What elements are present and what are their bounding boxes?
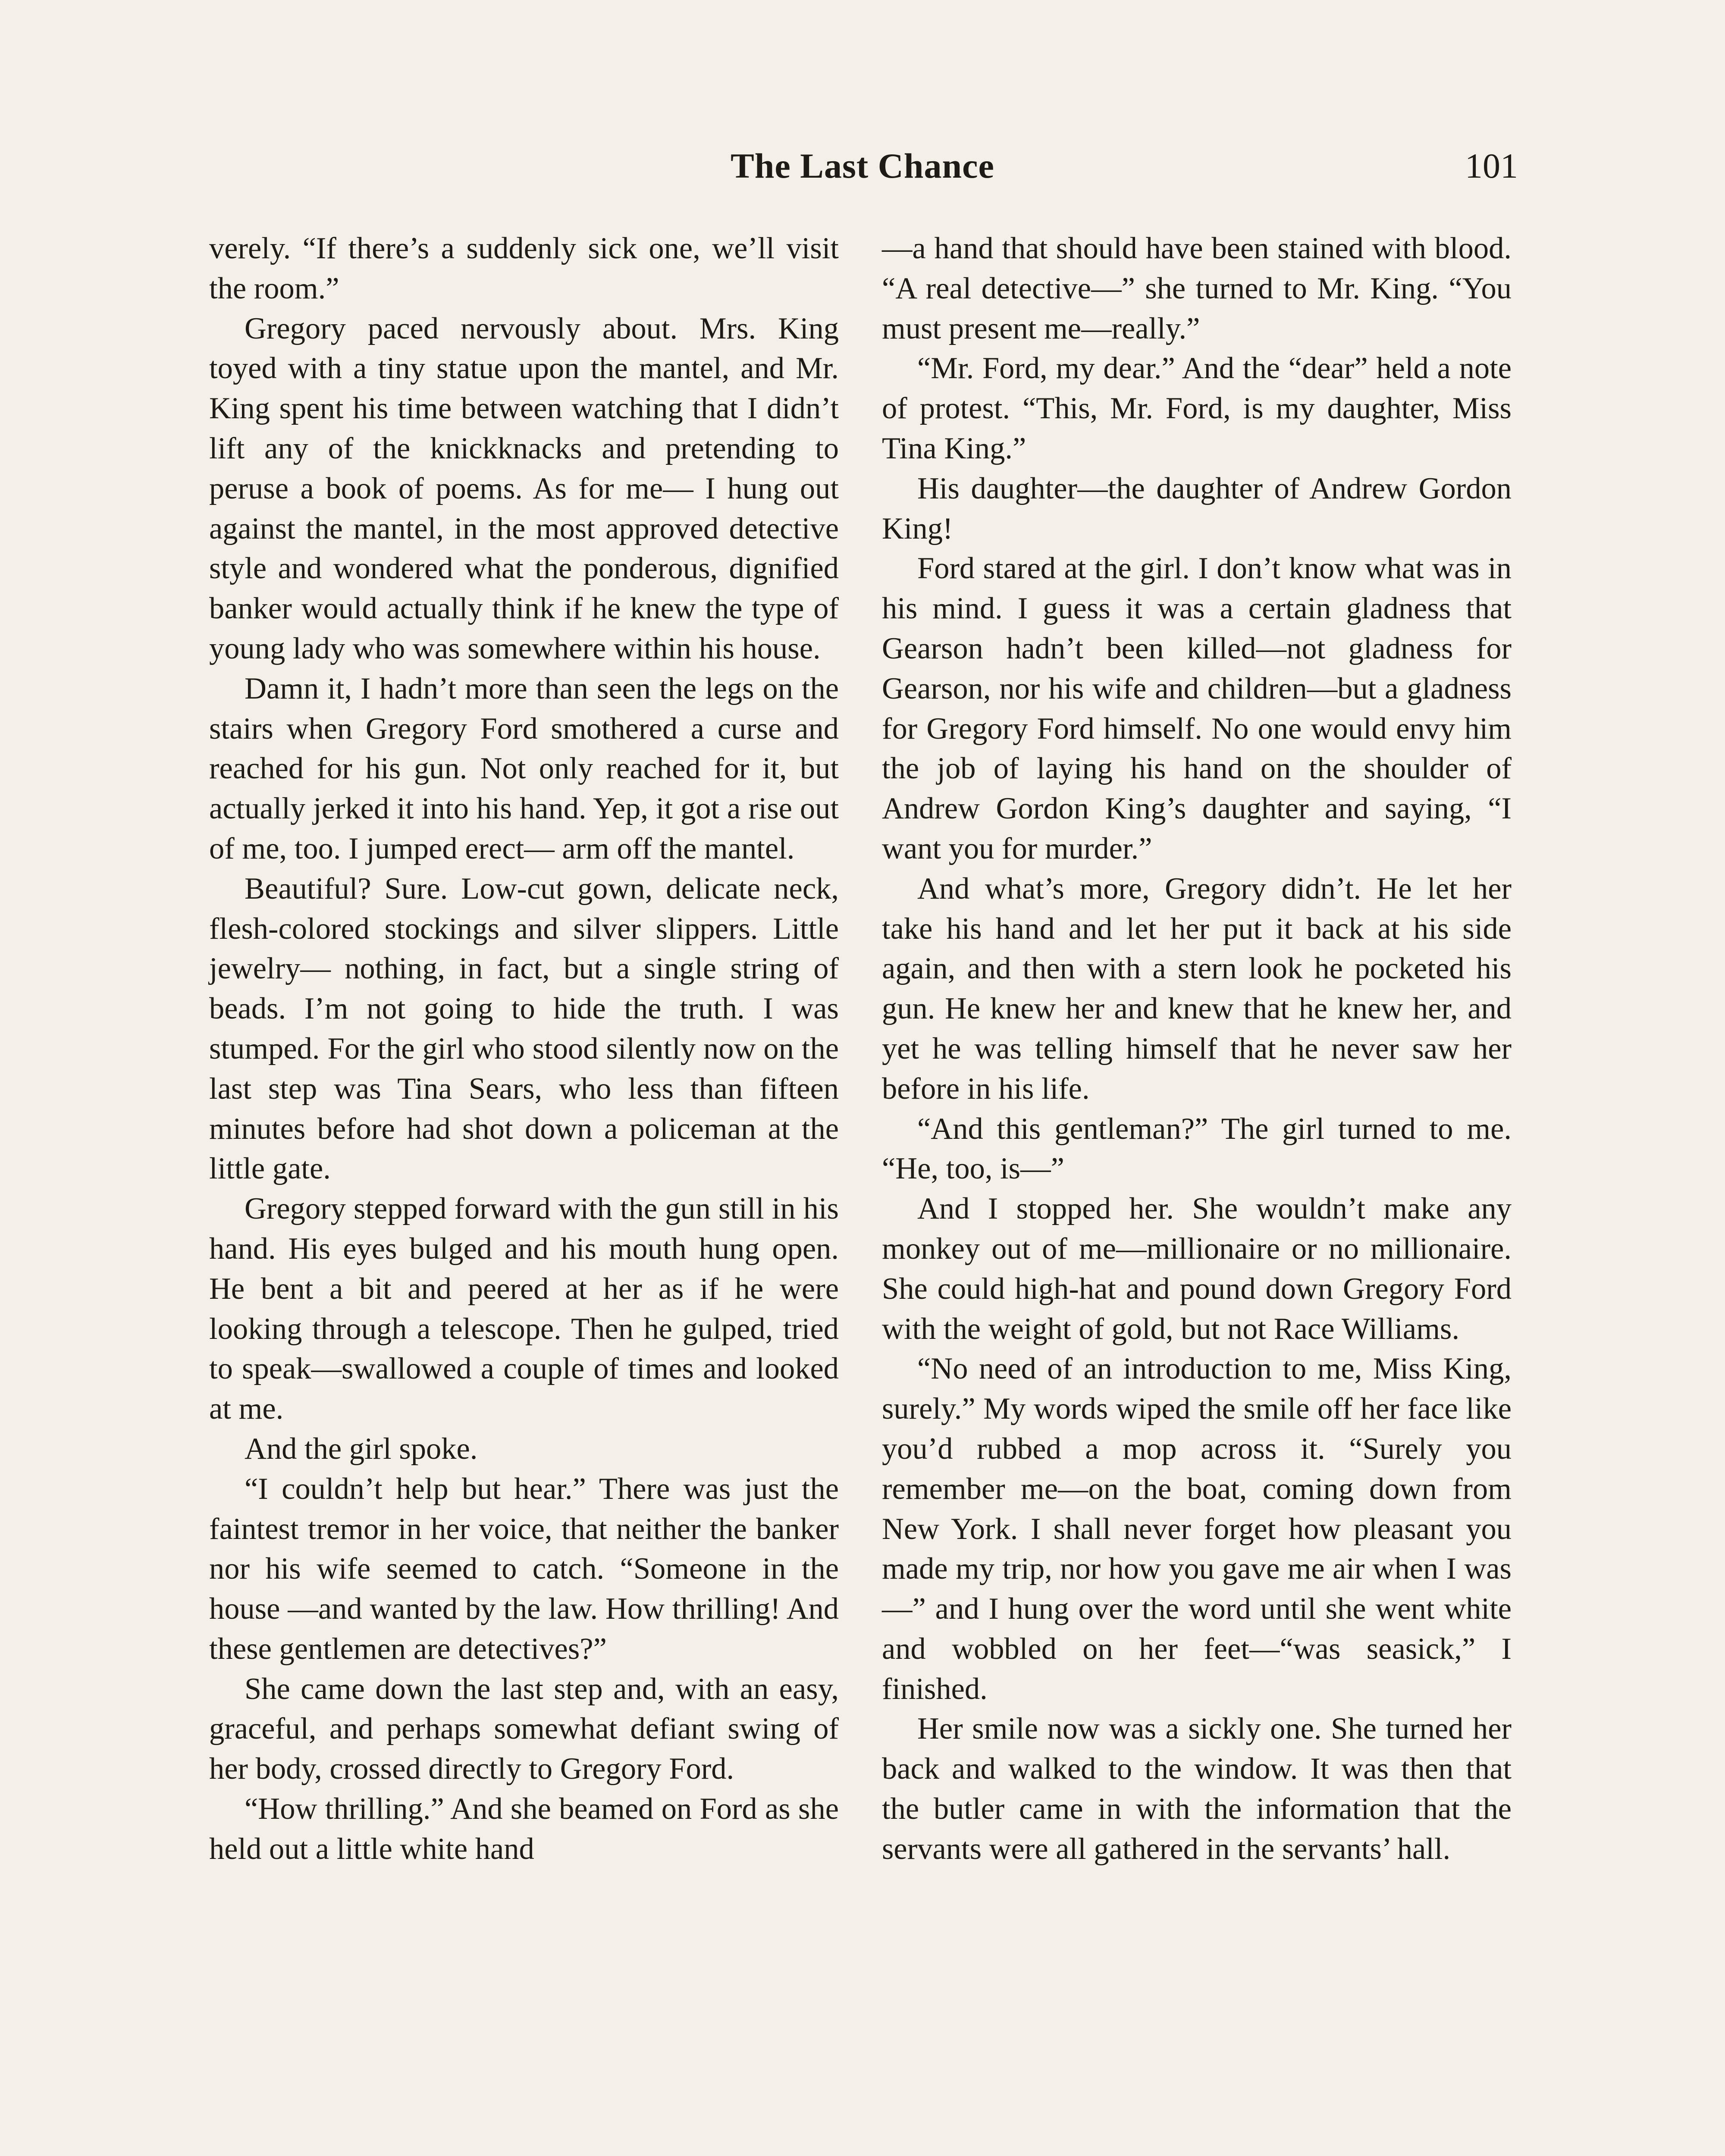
paragraph: She came down the last step and, with an easy, graceful, and perhaps somewhat defiant swing of her body, crossed directly to Gregory Ford. (209, 1672, 839, 1786)
paragraph: And I stopped her. She wouldn’t make any monkey out of me—millionaire or no millionaire. She could high-hat and pound down Gregory Ford with the weight of gold, but not Race Williams. (882, 1192, 1512, 1346)
text-column-left (209, 229, 839, 2156)
paragraph: Gregory paced nervously about. Mrs. King toyed with a tiny statue upon the mantel, and Mr. King spent his time between watching that I didn’t lift any of the knickknacks and pretending to peruse a book of poems. As for me— I hung out against the mantel, in the most approved detective style and wondered what the ponderous, dignified banker would actually think if he knew the type of young lady who was somewhere within his house. (209, 311, 839, 665)
paragraph: Her smile now was a sickly one. She turned her back and walked to the window. It was then that the butler came in with the information that the servants were all gathered in the servants’ hall. (882, 1712, 1512, 1866)
paragraph: verely. “If there’s a suddenly sick one, we’ll visit the room.” (209, 232, 839, 305)
paragraph: “No need of an introduction to me, Miss King, surely.” My words wiped the smile off her face like you’d rubbed a mop across it. “Surely you remember me—on the boat, coming down from New York. I shall never forget how pleasant you made my trip, nor how you gave me air when I was—” and I hung over the word until she went white and wobbled on her feet—“was seasick,” I finished. (882, 1352, 1512, 1706)
paragraph: Damn it, I hadn’t more than seen the legs on the stairs when Gregory Ford smothered a curse and reached for his gun. Not only reached for it, but actually jerked it into his hand. Yep, it got a rise out of me, too. I jumped erect— arm off the mantel. (209, 671, 839, 865)
page-number: 101 (1465, 146, 1518, 185)
paragraph: Gregory stepped forward with the gun still in his hand. His eyes bulged and his mouth hung open. He bent a bit and peered at her as if he were looking through a telescope. Then he gulped, tried to speak—swallowed a couple of times and looked at me. (209, 1192, 839, 1426)
paragraph: “How thrilling.” And she beamed on Ford as she held out a little white hand (209, 1792, 839, 1866)
paragraph: “I couldn’t help but hear.” There was just the faintest tremor in her voice, that neither the banker nor his wife seemed to catch. “Someone in the house —and wanted by the law. How thrilling! And these gentlemen are detectives?” (209, 1472, 839, 1666)
paragraph: —a hand that should have been stained with blood. “A real detective—” she turned to Mr. King. “You must present me—really.” (882, 232, 1512, 345)
paragraph: “And this gentleman?” The girl turned to me. “He, too, is—” (882, 1112, 1512, 1186)
paragraph: “Mr. Ford, my dear.” And the “dear” held a note of protest. “This, Mr. Ford, is my daughter, Miss Tina King.” (882, 351, 1512, 465)
running-head (207, 142, 1518, 190)
paragraph: Ford stared at the girl. I don’t know what was in his mind. I guess it was a certain gladness that Gearson hadn’t been killed—not gladness for Gearson, nor his wife and children—but a gladness for Gregory Ford himself. No one would envy him the job of laying his hand on the shoulder of Andrew Gordon King’s daughter and saying, “I want you for murder.” (882, 552, 1512, 865)
paragraph: Beautiful? Sure. Low-cut gown, delicate neck, flesh-colored stockings and silver slippers. Little jewelry— nothing, in fact, but a single string of beads. I’m not going to hide the truth. I was stumped. For the girl who stood silently now on the last step was Tina Sears, who less than fifteen minutes before had shot down a policeman at the little gate. (209, 871, 839, 1186)
paragraph: And the girl spoke. (245, 1432, 478, 1466)
text-column-right (882, 229, 1512, 2156)
paragraph: And what’s more, Gregory didn’t. He let her take his hand and let her put it back at his side again, and then with a stern look he pocketed his gun. He knew her and knew that he knew her, and yet he was telling himself that he never saw her before in his life. (882, 871, 1512, 1106)
running-title: The Last Chance (731, 146, 994, 185)
paragraph: His daughter—the daughter of Andrew Gordon King! (882, 471, 1512, 545)
